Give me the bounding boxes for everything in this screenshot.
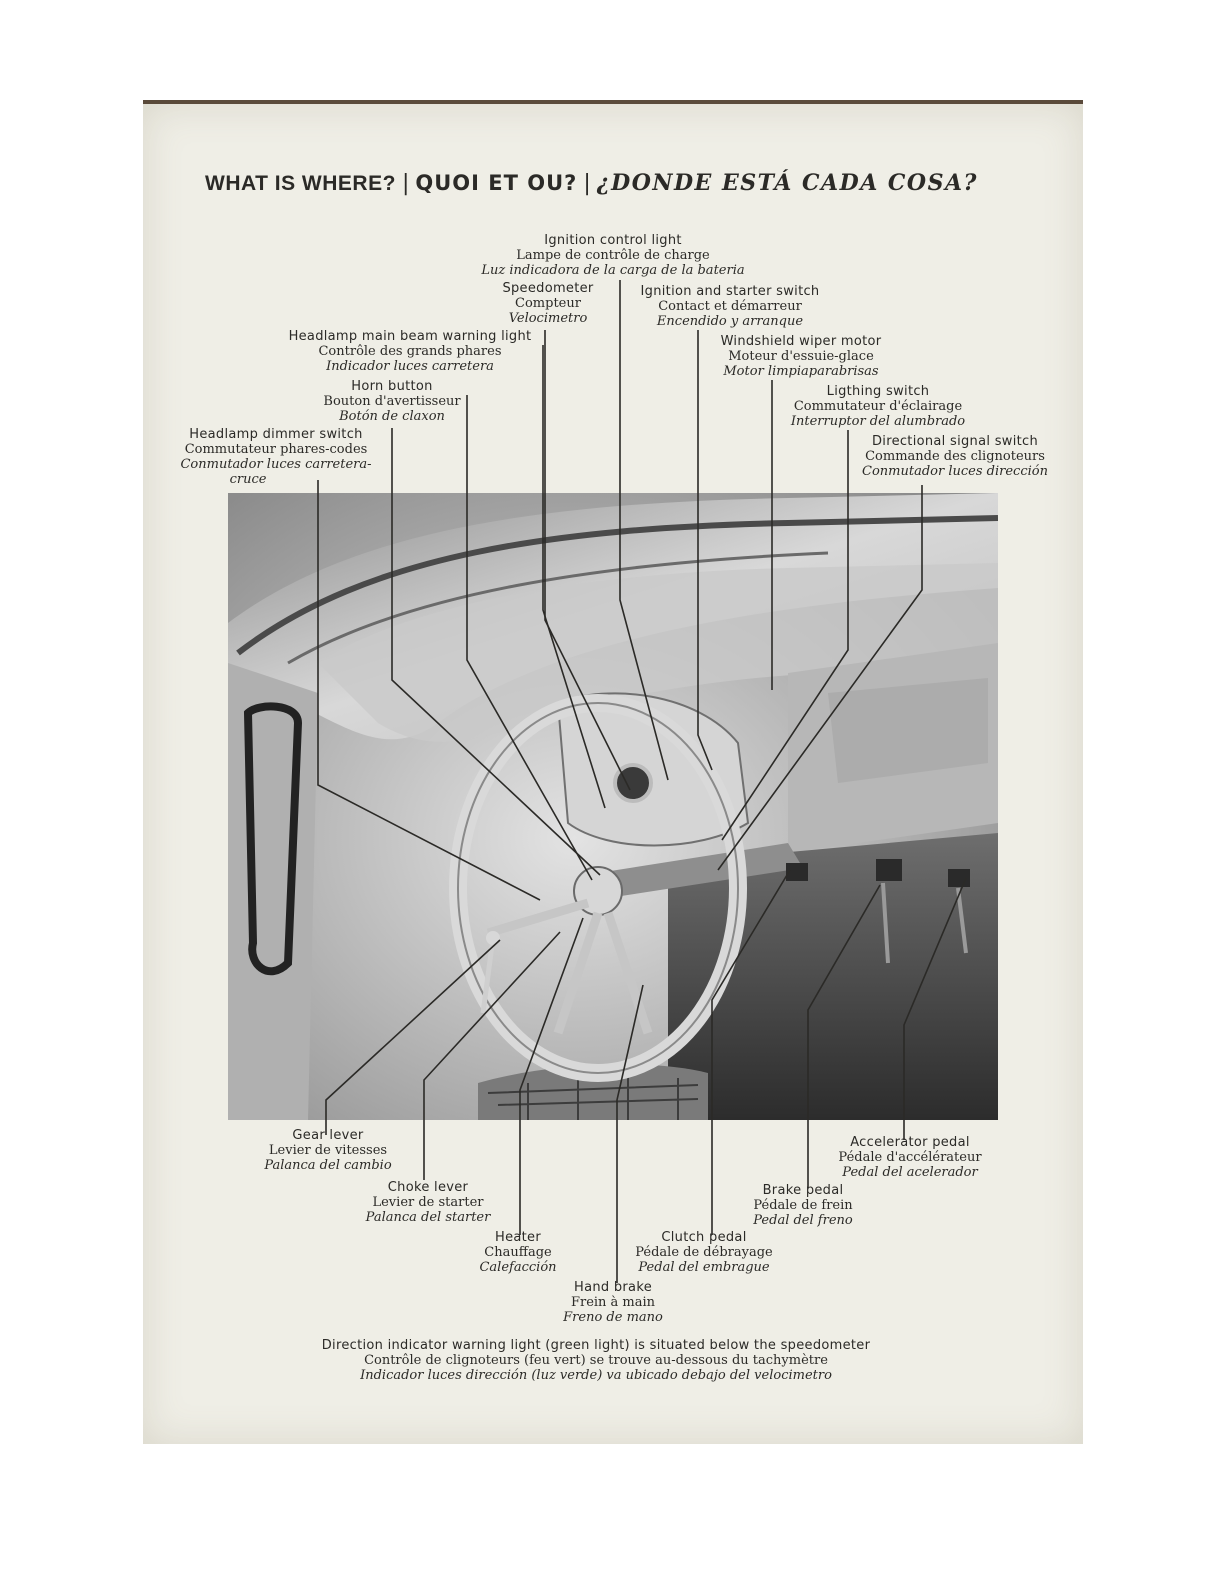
label-es: Motor limpiaparabrisas [723,364,879,379]
label-en: Hand brake [574,1280,652,1295]
label-en: Ligthing switch [826,384,930,399]
label-headlamp-dimmer-switch [163,427,389,487]
label-en: Gear lever [292,1128,364,1143]
label-en: Ignition and starter switch [640,284,820,299]
label-en: Choke lever [387,1180,469,1195]
label-es: Encendido y arranque [656,314,804,329]
page-title [205,170,1045,196]
label-en: Horn button [351,379,433,394]
label-gear-lever [240,1128,416,1173]
label-directional-signal-switch [850,434,1060,479]
label-fr: Compteur [515,296,581,311]
title-separator: | [583,171,591,196]
label-ignition-starter-switch [630,284,830,329]
label-fr: Contact et démarreur [658,299,802,314]
label-horn-button [312,379,472,424]
title-separator: | [401,171,410,196]
label-es: Conmutador luces carretera- [180,457,372,472]
label-es: Indicador luces carretera [326,359,494,374]
label-fr: Moteur d'essuie-glace [728,349,874,364]
title-french: QUOI ET OU? [415,171,578,195]
label-fr: Levier de starter [372,1195,484,1210]
label-en: Heater [495,1230,541,1245]
label-windshield-wiper-motor [708,334,894,379]
label-es: Palanca del starter [365,1210,491,1225]
label-fr: Commutateur phares-codes [184,442,368,457]
label-es: Botón de claxon [339,409,445,424]
label-fr: Lampe de contrôle de charge [516,248,710,263]
label-clutch-pedal [622,1230,786,1275]
label-es: Interruptor del alumbrado [790,414,966,429]
label-lighting-switch [776,384,980,429]
label-speedometer [488,281,608,326]
label-fr: Pédale de débrayage [635,1245,773,1260]
label-en: Brake pedal [762,1183,844,1198]
label-es: Calefacción [479,1260,557,1275]
label-es: Pedal del freno [753,1213,853,1228]
label-es: Luz indicadora de la carga de la bateria [481,263,745,278]
label-en: Accelerator pedal [850,1135,970,1150]
dashboard-photo [228,493,998,1120]
label-hand-brake [555,1280,671,1325]
title-spanish: ¿DONDE ESTÁ CADA COSA? [596,170,978,196]
label-en: Windshield wiper motor [720,334,882,349]
footer-en: Direction indicator warning light (green light) is situated below the speedometer [321,1338,871,1353]
label-fr: Pédale d'accélérateur [838,1150,982,1165]
label-fr: Levier de vitesses [268,1143,388,1158]
footer-fr: Contrôle de clignoteurs (feu vert) se trouve au-dessous du tachymètre [364,1353,828,1368]
label-fr: Frein à main [570,1295,656,1310]
label-es: Velocimetro [508,311,588,326]
label-en: Directional signal switch [871,434,1039,449]
label-accelerator-pedal [820,1135,1000,1180]
label-brake-pedal [740,1183,866,1228]
label-fr: Commande des clignoteurs [865,449,1045,464]
label-en: Headlamp main beam warning light [288,329,532,344]
label-en: Ignition control light [544,233,682,248]
label-en: Speedometer [502,281,594,296]
label-choke-lever [350,1180,506,1225]
label-en: Headlamp dimmer switch [189,427,363,442]
title-english: WHAT IS WHERE? [205,172,396,195]
label-es: Freno de mano [563,1310,663,1325]
footer-es: Indicador luces dirección (luz verde) va ubicado debajo del velocimetro [360,1368,832,1383]
label-en: Clutch pedal [661,1230,747,1245]
label-heater [470,1230,566,1275]
label-es: Palanca del cambio [264,1158,392,1173]
label-fr: Pédale de frein [753,1198,853,1213]
label-fr: Contrôle des grands phares [318,344,502,359]
footer-note [296,1338,896,1383]
label-es: Pedal del embrague [638,1260,770,1275]
label-fr: Chauffage [484,1245,552,1260]
label-headlamp-main-beam [278,329,542,374]
label-es: Pedal del acelerador [842,1165,978,1180]
label-es: Conmutador luces dirección [862,464,1048,479]
label-ignition-control-light [458,233,768,278]
label-fr: Commutateur d'éclairage [793,399,963,414]
label-es-cont: cruce [229,472,267,487]
label-fr: Bouton d'avertisseur [323,394,461,409]
